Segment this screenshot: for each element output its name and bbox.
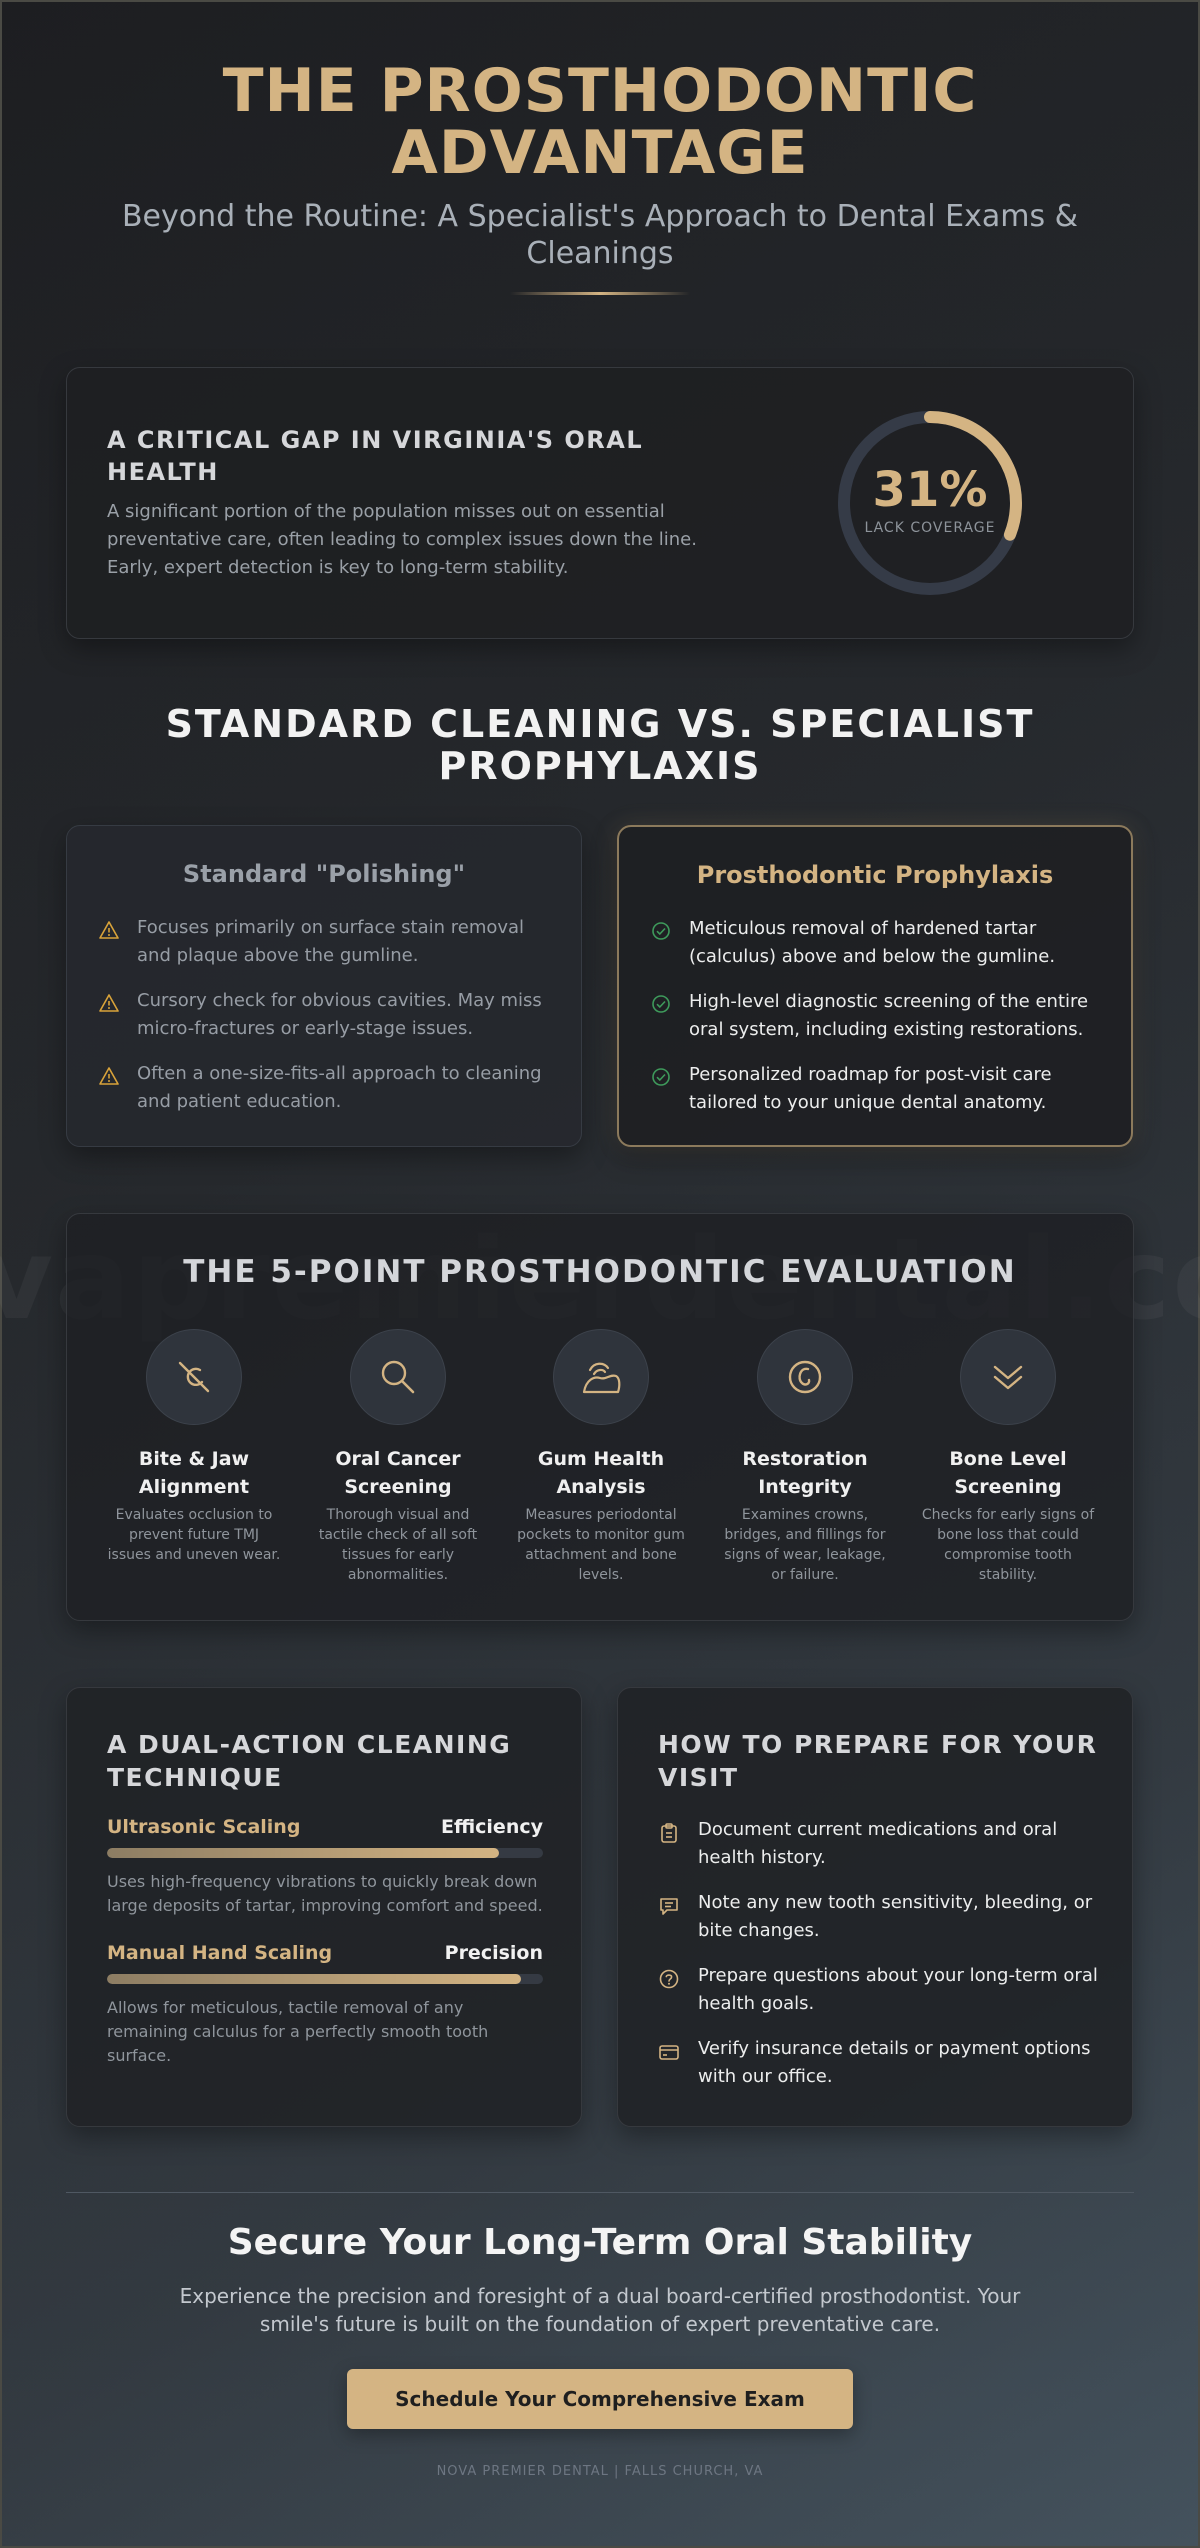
- technique-bar-fill: [107, 1848, 499, 1858]
- evaluation-item-bite: [99, 1329, 289, 1565]
- technique-ultrasonic: [107, 1816, 543, 1918]
- evaluation-item-desc: Checks for early signs of bone loss that could compromise tooth stability.: [921, 1507, 1095, 1583]
- coverage-gap-text: A significant portion of the population misses out on essential preventative care, often leading to complex issues down the line. Early, expert detection is key to long-term stability.: [107, 501, 697, 578]
- list-item: [99, 914, 559, 970]
- technique-bar-track: [107, 1848, 543, 1858]
- check-circle-icon: [651, 921, 671, 941]
- standard-polishing-card: [66, 825, 582, 1147]
- coverage-gap-card: [66, 367, 1134, 639]
- magnifier-icon: [376, 1355, 420, 1399]
- clipboard-icon: [658, 1822, 680, 1844]
- footer-location: NOVA PREMIER DENTAL | FALLS CHURCH, VA: [436, 2464, 764, 2479]
- credit-card-icon: [658, 2041, 680, 2063]
- technique-tag: Precision: [444, 1942, 543, 1964]
- icon-circle: [553, 1329, 649, 1425]
- evaluation-title: THE 5-POINT PROSTHODONTIC EVALUATION: [183, 1254, 1017, 1290]
- technique-name: Manual Hand Scaling: [107, 1942, 333, 1964]
- technique-tag: Efficiency: [440, 1816, 543, 1838]
- technique-desc: Uses high-frequency vibrations to quickly break down large deposits of tartar, improving comfort and speed.: [107, 1872, 543, 1915]
- evaluation-item-desc: Evaluates occlusion to prevent future TMJ issues and uneven wear.: [107, 1507, 281, 1563]
- coverage-percentage: 31%: [872, 462, 988, 518]
- check-circle-icon: [651, 1067, 671, 1087]
- cleaning-technique-card: [66, 1687, 582, 2127]
- specialist-item-text: Personalized roadmap for post-visit care tailored to your unique dental anatomy.: [689, 1064, 1052, 1113]
- evaluation-item-desc: Measures periodontal pockets to monitor gum attachment and bone levels.: [517, 1507, 685, 1583]
- icon-circle: [960, 1329, 1056, 1425]
- comparison-section-title: STANDARD CLEANING VS. SPECIALIST PROPHYLAXIS: [165, 702, 1035, 788]
- evaluation-item-name: Bone Level Screening: [949, 1448, 1067, 1498]
- standard-polishing-title: Standard "Polishing": [182, 860, 466, 888]
- icon-circle: [757, 1329, 853, 1425]
- prepare-item-text: Verify insurance details or payment options with our office.: [698, 2038, 1091, 2087]
- warning-icon: [99, 920, 119, 940]
- standard-item-text: Focuses primarily on surface stain removal and plaque above the gumline.: [137, 917, 525, 966]
- evaluation-item-desc: Thorough visual and tactile check of all soft tissues for early abnormalities.: [318, 1507, 478, 1583]
- technique-manual: [107, 1942, 543, 2068]
- evaluation-item-cancer: [303, 1329, 493, 1585]
- technique-bar-track: [107, 1974, 543, 1984]
- evaluation-item-desc: Examines crowns, bridges, and fillings for signs of wear, leakage, or failure.: [724, 1507, 886, 1583]
- prepare-visit-title: HOW TO PREPARE FOR YOUR VISIT: [658, 1730, 1098, 1792]
- list-item: [651, 988, 1111, 1044]
- list-item: [658, 1816, 1098, 1872]
- cleaning-technique-title: A DUAL-ACTION CLEANING TECHNIQUE: [107, 1730, 512, 1792]
- prepare-visit-card: [617, 1687, 1133, 2127]
- page-header: [0, 56, 1200, 295]
- prepare-item-text: Note any new tooth sensitivity, bleeding, or bite changes.: [698, 1892, 1093, 1941]
- evaluation-item-name: Oral Cancer Screening: [335, 1448, 461, 1498]
- page-subtitle: Beyond the Routine: A Specialist's Approach to Dental Exams & Cleanings: [121, 199, 1079, 271]
- coverage-gap-heading: A CRITICAL GAP IN VIRGINIA'S ORAL HEALTH: [107, 426, 644, 486]
- list-item: [99, 1060, 559, 1116]
- double-chevron-icon: [986, 1355, 1030, 1399]
- prepare-item-text: Prepare questions about your long-term oral health goals.: [698, 1965, 1098, 2014]
- question-icon: [658, 1968, 680, 1990]
- prepare-item-text: Document current medications and oral health history.: [698, 1819, 1058, 1868]
- bite-alignment-icon: [172, 1355, 216, 1399]
- standard-list: [99, 914, 559, 1133]
- list-item: [658, 1962, 1098, 2018]
- technique-header: [107, 1942, 543, 1964]
- standard-item-text: Cursory check for obvious cavities. May miss micro-fractures or early-stage issues.: [137, 990, 542, 1039]
- check-circle-icon: [651, 994, 671, 1014]
- cta-divider: [66, 2192, 1134, 2193]
- evaluation-card: [66, 1213, 1134, 1621]
- specialist-item-text: Meticulous removal of hardened tartar (calculus) above and below the gumline.: [689, 918, 1056, 967]
- prophylaxis-title: Prosthodontic Prophylaxis: [696, 861, 1054, 889]
- prosthodontic-prophylaxis-card: [617, 825, 1133, 1147]
- standard-item-text: Often a one-size-fits-all approach to cleaning and patient education.: [137, 1063, 542, 1112]
- evaluation-item-name: Gum Health Analysis: [537, 1448, 665, 1498]
- technique-name: Ultrasonic Scaling: [107, 1816, 301, 1838]
- technique-bar-fill: [107, 1974, 521, 1984]
- icon-circle: [146, 1329, 242, 1425]
- icon-circle: [350, 1329, 446, 1425]
- chat-icon: [658, 1895, 680, 1917]
- cta-title: Secure Your Long-Term Oral Stability: [227, 2222, 973, 2263]
- list-item: [658, 2035, 1098, 2091]
- restoration-icon: [783, 1355, 827, 1399]
- page-title: THE PROSTHODONTIC ADVANTAGE: [222, 56, 978, 188]
- title-divider: [510, 292, 690, 295]
- list-item: [651, 1061, 1111, 1117]
- gum-wave-icon: [578, 1354, 624, 1400]
- schedule-exam-button[interactable]: Schedule Your Comprehensive Exam: [347, 2369, 853, 2429]
- coverage-label: LACK COVERAGE: [864, 520, 996, 536]
- evaluation-item-name: Restoration Integrity: [742, 1448, 868, 1498]
- technique-header: [107, 1816, 543, 1838]
- list-item: [99, 987, 559, 1043]
- list-item: [651, 915, 1111, 971]
- cta-text: Experience the precision and foresight of a dual board-certified prosthodontist. Your smile's future is built on the foundation of expert preventative care.: [179, 2284, 1021, 2336]
- prepare-list: [658, 1816, 1098, 2108]
- technique-desc: Allows for meticulous, tactile removal of any remaining calculus for a perfectly smooth tooth surface.: [107, 1998, 489, 2065]
- specialist-list: [651, 915, 1111, 1134]
- warning-icon: [99, 1066, 119, 1086]
- warning-icon: [99, 993, 119, 1013]
- list-item: [658, 1889, 1098, 1945]
- specialist-item-text: High-level diagnostic screening of the entire oral system, including existing restorations.: [689, 991, 1089, 1040]
- evaluation-item-bone: [913, 1329, 1103, 1585]
- evaluation-item-name: Bite & Jaw Alignment: [138, 1448, 250, 1498]
- evaluation-item-restoration: [710, 1329, 900, 1585]
- evaluation-item-gum: [506, 1329, 696, 1585]
